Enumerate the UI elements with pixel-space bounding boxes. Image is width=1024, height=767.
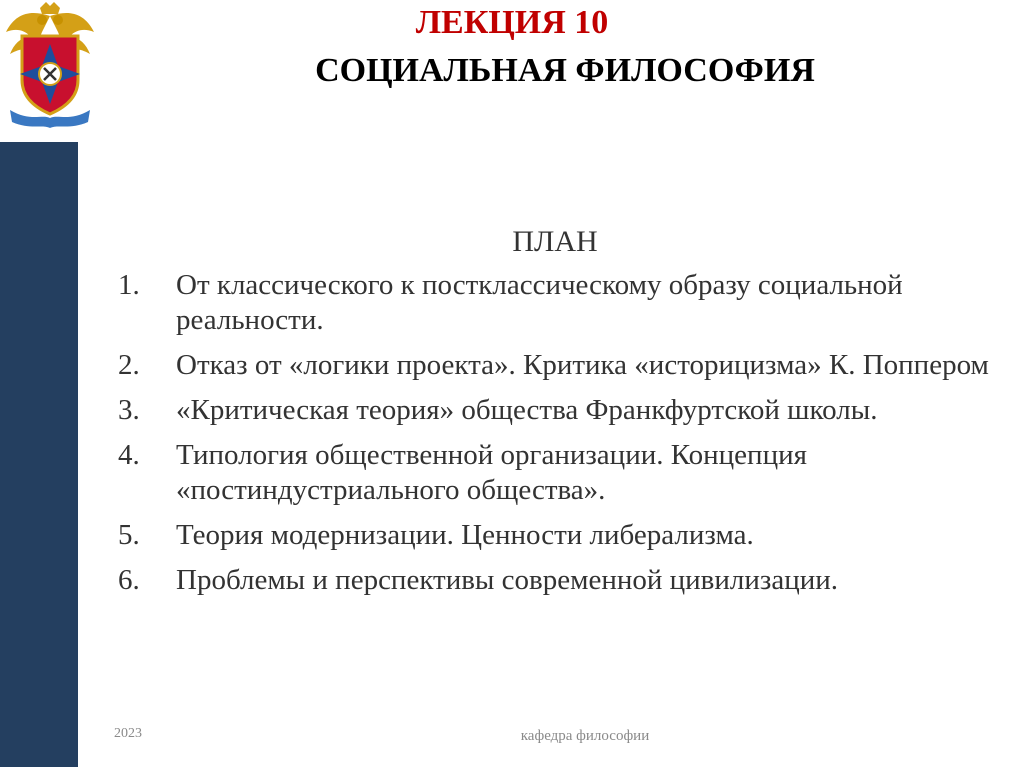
plan-item-number: 5.	[118, 519, 140, 551]
plan-item-1	[118, 268, 998, 338]
plan-item-text: Проблемы и перспективы современной цивилизации.	[176, 564, 839, 596]
plan-item-3	[118, 393, 998, 428]
plan-item-6	[118, 563, 998, 598]
footer-department: кафедра философии	[520, 728, 650, 744]
subject-title: СОЦИАЛЬНАЯ ФИЛОСОФИЯ	[315, 52, 815, 89]
plan-item-text: Теория модернизации. Ценности либерализма.	[176, 519, 754, 551]
plan-item-number: 3.	[118, 394, 140, 426]
sidebar-bar	[0, 142, 78, 767]
plan-item-text: «Критическая теория» общества Франкфуртской школы.	[176, 394, 878, 426]
plan-item-text: Отказ от «логики проекта». Критика «историцизма» К. Поппером	[176, 349, 989, 381]
footer-year: 2023	[114, 726, 142, 741]
plan-item-text: Типология общественной организации. Концепция «постиндустриального общества».	[176, 439, 807, 506]
plan-item-2	[118, 348, 998, 383]
lecture-title: ЛЕКЦИЯ 10	[415, 4, 609, 41]
plan-heading: ПЛАН	[512, 225, 598, 258]
plan-item-5	[118, 518, 998, 553]
plan-item-text: От классического к постклассическому образу социальной реальности.	[176, 269, 903, 336]
plan-item-number: 4.	[118, 439, 140, 471]
plan-item-4	[118, 438, 998, 508]
plan-list	[118, 268, 998, 608]
plan-item-number: 2.	[118, 349, 140, 381]
plan-item-number: 1.	[118, 269, 140, 301]
plan-item-number: 6.	[118, 564, 140, 596]
